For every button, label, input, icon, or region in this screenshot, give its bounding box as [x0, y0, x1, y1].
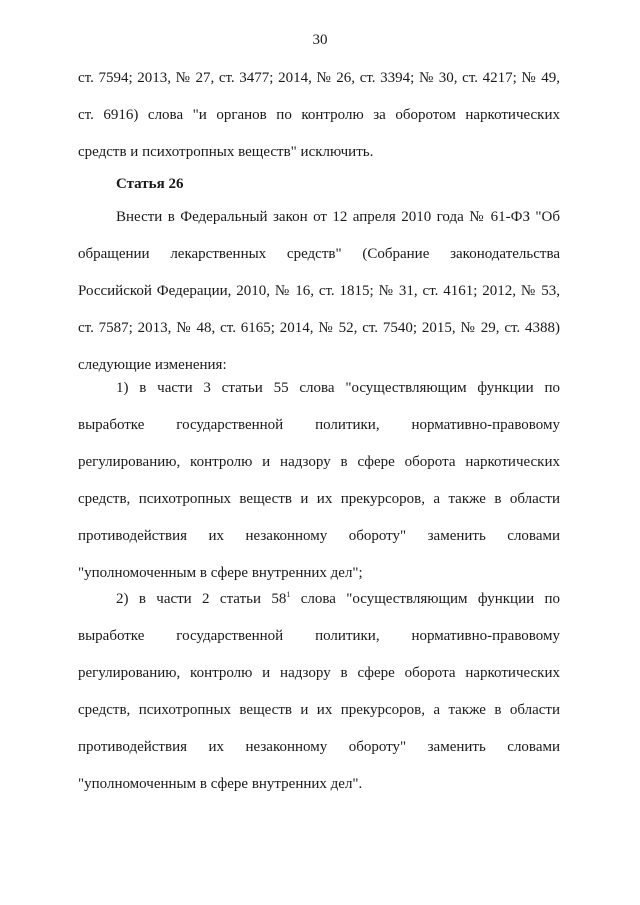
item-2-text-after: слова "осуществляющим функции по выработке государственной политики, нормативно-правовому регулированию, контролю и надзору в сфере оборота наркотических средств, психотропных веществ и их прекурсоров, а также в области противодействия их незаконному обороту" заменить словами "уполномоченным в сфере внутренних дел". [78, 591, 561, 792]
item-2-block [78, 581, 560, 803]
article-intro-paragraph: Внести в Федеральный закон от 12 апреля 2010 года № 61-ФЗ "Об обращении лекарственных средств" (Собрание законодательства Российской Федерации, 2010, № 16, ст. 1815; № 31, ст. 4161; 2012, № 53, ст. 7587; 2013, № 48, ст. 6165; 2014, № 52, ст. 7540; 2015, № 29, ст. 4388) следующие изменения: [78, 209, 560, 373]
item-2-text-before: 2) в части 2 статьи 58 [116, 591, 287, 607]
item-1-block [78, 370, 560, 592]
intro-paragraph: ст. 7594; 2013, № 27, ст. 3477; 2014, № 26, ст. 3394; № 30, ст. 4217; № 49, ст. 6916) слова "и органов по контролю за оборотом наркотических средств и психотропных веществ" исключить. [78, 70, 560, 160]
item-1-paragraph: 1) в части 3 статьи 55 слова "осуществляющим функции по выработке государственной политики, нормативно-правовому регулированию, контролю и надзору в сфере оборота наркотических средств, психотропных веществ и их прекурсоров, а также в области противодействия их незаконному обороту" заменить словами "уполномоченным в сфере внутренних дел"; [78, 380, 560, 581]
intro-paragraph-block [78, 60, 560, 171]
page-number: 30 [312, 32, 328, 48]
article-heading: Статья 26 [116, 176, 184, 192]
item-2-superscript: 1 [286, 590, 291, 599]
item-2-paragraph [78, 581, 560, 803]
article-intro-block [78, 199, 560, 384]
